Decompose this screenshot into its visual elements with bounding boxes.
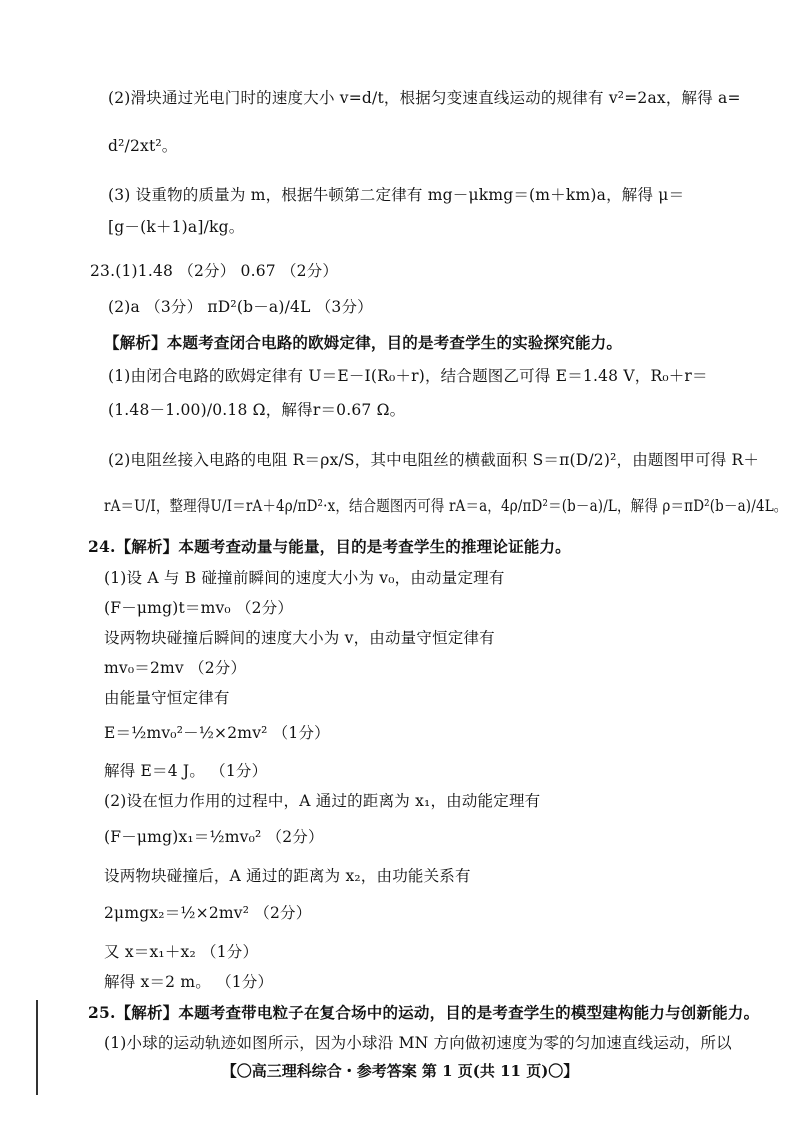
text-line: (1)设 A 与 B 碰撞前瞬间的速度大小为 v₀，由动量定理有	[104, 569, 505, 587]
text-line: (1)小球的运动轨迹如图所示，因为小球沿 MN 方向做初速度为零的匀加速直线运动，所以	[104, 1034, 732, 1052]
text-line: [g－(k＋1)a]/kg。	[108, 218, 245, 236]
text-line: rA＝U/I，整理得U/I＝rA＋4ρ/πD²·x，结合题图丙可得 rA＝a，4ρ/πD²＝(b－a)/L，解得 ρ＝πD²(b－a)/4L。	[104, 497, 788, 515]
text-line: (1.48－1.00)/0.18 Ω，解得r＝0.67 Ω。	[108, 401, 406, 419]
text-line: (1)由闭合电路的欧姆定律有 U＝E－I(R₀＋r)，结合题图乙可得 E＝1.48 V，R₀＋r＝	[108, 367, 708, 385]
text-line: (2)设在恒力作用的过程中，A 通过的距离为 x₁，由动能定理有	[104, 792, 541, 810]
text-line: d²/2xt²。	[108, 137, 178, 155]
analysis-heading: 24.【解析】本题考查动量与能量，目的是考查学生的推理论证能力。	[88, 537, 571, 556]
text-line: E＝½mv₀²－½×2mv² （1分）	[104, 724, 330, 742]
text-line: 解得 x＝2 m。 （1分）	[104, 973, 274, 991]
text-line: mv₀＝2mv （2分）	[104, 659, 247, 677]
text-line: (2)电阻丝接入电路的电阻 R＝ρx/S，其中电阻丝的横截面积 S＝π(D/2)²，由题图甲可得 R＋	[108, 451, 760, 469]
text-line: 设两物块碰撞后，A 通过的距离为 x₂，由功能关系有	[104, 867, 471, 885]
page-footer: 【〇高三理科综合・参考答案 第 1 页(共 11 页)〇】	[221, 1062, 579, 1080]
text-line: (F－μmg)x₁＝½mv₀² （2分）	[104, 828, 324, 846]
text-line: 23.(1)1.48 （2分） 0.67 （2分）	[90, 262, 339, 280]
text-line: 2μmgx₂＝½×2mv² （2分）	[104, 904, 312, 922]
text-line: 由能量守恒定律有	[104, 689, 230, 707]
text-line: (2)a （3分） πD²(b－a)/4L （3分）	[108, 298, 373, 316]
analysis-heading: 25.【解析】本题考查带电粒子在复合场中的运动，目的是考查学生的模型建构能力与创新能力。	[88, 1003, 760, 1022]
text-line: 解得 E＝4 J。 （1分）	[104, 762, 268, 780]
text-line: (F－μmg)t＝mv₀ （2分）	[104, 599, 294, 617]
analysis-heading: 【解析】本题考查闭合电路的欧姆定律，目的是考查学生的实验探究能力。	[104, 333, 623, 352]
text-line: 设两物块碰撞后瞬间的速度大小为 v，由动量守恒定律有	[104, 629, 495, 647]
text-line: 又 x＝x₁＋x₂ （1分）	[104, 943, 259, 961]
text-line: (3) 设重物的质量为 m，根据牛顿第二定律有 mg－μkmg＝(m＋km)a，解得 μ＝	[108, 186, 685, 204]
text-line: (2)滑块通过光电门时的速度大小 v=d/t，根据匀变速直线运动的规律有 v²=2ax，解得 a=	[108, 89, 741, 107]
